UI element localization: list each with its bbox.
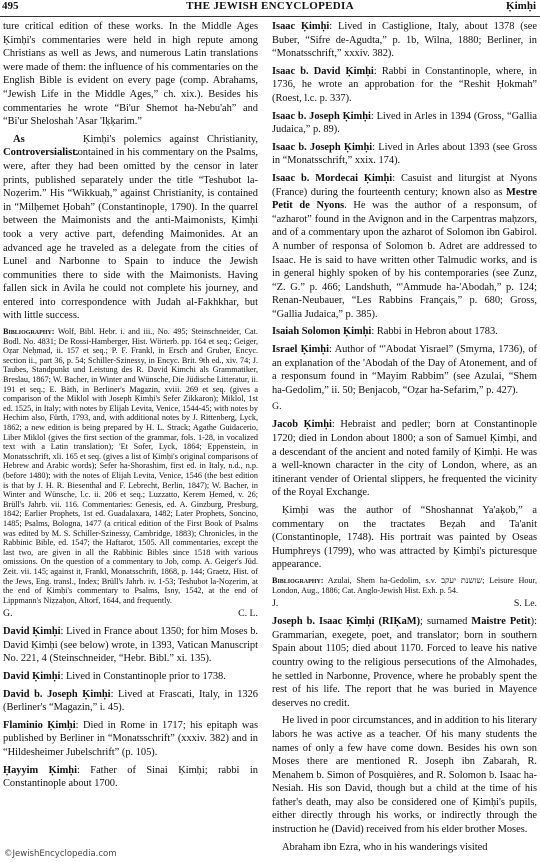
margin-note: As Controversialist.	[3, 133, 79, 159]
entry-name: Isaac Ḳimḥi	[272, 21, 330, 32]
entry: David b. Joseph Ḳimḥi: Lived at Frascati, Italy, in 1326 (Berliner's “Magazin,” i. 45).	[3, 688, 258, 714]
entry-name: Jacob Ḳimḥi	[272, 419, 332, 431]
entry: Isaac b. Joseph Ḳimḥi: Lived in Arles about 1393 (see Gross in “Monatsschrift,” xxix. 174).	[272, 141, 537, 167]
entry: Isaac b. Mordecai Ḳimḥi: Casuist and liturgist at Nyons (France) during the fourteenth century; known also as Mestre Petit de Nyons. He was the author of a responsum, of “azharot” found in the Avignon and in the Carpentras maḥzors, and of a commentary upon the azharot of Solomon ibn Gabirol. A number of responsa of Solomon b. Adret are addressed to Isaac. He is said to have written other Talmudic works, and is in general highly spoken of by his contemporaries (see Zunz, “Z. G.” p. 466; Landshuth, “'Ammude ha-'Abodah,” p. 124; Renan-Neubauer, “Les Rabbins Français,” p. 680; Gross, “Gallia Judaica,” p. 385).	[272, 172, 537, 320]
entry: Isaac b. Joseph Ḳimḥi: Lived in Arles in 1394 (Gross, “Gallia Judaica,” p. 89).	[272, 110, 537, 136]
entry: Ḥayyim Ḳimḥi: Father of Sinai Ḳimḥi; rabbi in Constantinople about 1700.	[3, 764, 258, 790]
entry-name: Isaac b. Joseph Ḳimḥi	[272, 110, 371, 122]
entry-name: Isaiah Solomon Ḳimḥi	[272, 326, 372, 338]
entry-name: Isaac b. Joseph Ḳimḥi	[272, 141, 373, 153]
entry-name: Israel Ḳimḥi	[272, 344, 329, 356]
right-column	[272, 20, 538, 853]
entry-alias: Mestre Petit de Nyons	[272, 186, 537, 212]
author-signature: G.	[272, 401, 282, 413]
entry: Isaac b. David Ḳimḥi: Rabbi in Constantinople, where, in 1736, he wrote an approbation for the “Reshit Ḥokmah” (Roest, l.c. p. 337).	[272, 65, 537, 104]
running-title: THE JEWISH ENCYCLOPEDIA	[186, 0, 354, 12]
entry-alias: Maistre Petit	[471, 616, 531, 628]
author-signature: G. C. L.	[3, 608, 258, 620]
entry: David Ḳimḥi: Lived in France about 1350; for him Moses b. David Ḳimḥi (see below) wrote, in 1393, Vatican Manuscript No. 221, 4 (Steinschneider, “Hebr. Bibl.” xi. 135).	[3, 626, 258, 665]
paragraph: ture critical edition of these works. In the Middle Ages Ḳimḥi's commentaries were held in high repute among Christians as well as Jews, and numerous Latin translations were made of them: the influence of his commentaries on the English Bible is evident on every page (comp. Abrahams, “Jewish Life in the Middle Ages,” ch. xix.). Besides his commentaries he wrote “Bi'ur Shemot ha-Nebu'ah” and “Bi'ur Sheloshah 'Asar 'Iḳḳarim.”	[3, 21, 258, 128]
entry: Joseph b. Isaac Ḳimḥi (RIḲaM); surnamed Maistre Petit): Grammarian, exegete, poet, and translator; born in southern Spain about 1105; died about 1170. Forced to leave his native country owing to the religious persecutions of the Almohades, he settled in Narbonne, Provence, where he probably spent the rest of his life. The report that he was buried in Mayence deserves no credit.	[272, 616, 537, 709]
paragraph: Ḳimḥi was the author of “Shoshannat Ya'aḳob,” a commentary on the tractates Beẓah and Ta'anit (Constantinople, 1748). His portrait was painted by Oseas Humphreys (1799), who was attracted by Ḳimḥi's picturesque appearance.	[272, 505, 537, 571]
entry: Flaminio Ḳimḥi: Died in Rome in 1717; his epitaph was published by Berliner in “Monatsschrift” (xxxiv. 382) and in “Hildesheimer Jubelschrift” (p. 105).	[3, 719, 258, 759]
left-column	[3, 20, 258, 840]
paragraph: As Controversialist. Ḳimḥi's polemics against Christianity, contained in his commentary on the Psalms, were, after they had been omitted by the censor in later prints, published separately under the title “Teshubot la-Noẓerim.” His “Wikkuaḥ,” against Christianity, is contained in “Milḥemet Ḥobah” (Constantinople, 1790). In the quarrel between the Maimonists and the anti-Maimonists, Ḳimḥi took a very active part, defending Maimonides. At an advanced age he traveled as a delegate from the cities of Lunel and Narbonne to Spain to induce the Jewish communities there to side with the Maimonists. Having fallen sick in Avila he could not complete his journey, and entered into correspondence with Judah al-Fakhkhar, but with little success.	[3, 133, 258, 322]
paragraph: Abraham ibn Ezra, who in his wanderings visited	[282, 841, 488, 853]
bibliography-label: Bibliography:	[272, 575, 324, 585]
entry-name: David Ḳimḥi	[3, 671, 61, 683]
bibliography-label: Bibliography:	[3, 327, 55, 337]
entry-name: David b. Joseph Ḳimḥi	[3, 688, 111, 700]
page-number: 495	[2, 0, 19, 12]
entry: David Ḳimḥi: Lived in Constantinople prior to 1738.	[3, 671, 226, 683]
entry-name: David Ḳimḥi	[3, 626, 61, 638]
entry: Jacob Ḳimḥi: Hebraist and pedler; born at Constantinople 1720; died in London about 1800; a son of Samuel Ḳimḥi, and a descendant of the ancient and noted family of Ḳimḥi. He was a well-known character in the city of London, where, as an itinerant vender of Oriental slippers, he frequented the vicinity of the Royal Exchange.	[272, 419, 537, 499]
entry-name: Isaac b. David Ḳimḥi	[272, 65, 374, 77]
entry: Isaac Ḳimḥi: Lived in Castiglione, Italy, about 1378 (see Buber, “Sifre de-Agudta,” p. 1b, Wilna, 1880; Berliner, in “Monatsschrift,” xxxiv. 382).	[272, 21, 537, 60]
copyright-notice: ©JewishEncyclopedia.com	[4, 849, 117, 859]
entry-name: Flaminio Ḳimḥi	[3, 719, 76, 731]
footer	[0, 844, 540, 862]
entry-name: Ḥayyim Ḳimḥi	[3, 764, 77, 776]
entry-name: Isaac b. Mordecai Ḳimḥi	[272, 172, 393, 184]
bibliography: Bibliography: Wolf, Bibl. Hebr. i. and iii., No. 495; Steinschneider, Cat. Bodl. No. 4831; De Rossi-Hamberger, Hist. Wörterb. pp. 164 et seq.; Geiger, Oẓar Neḥmad, ii. 157 et seq.; P. F. Frankl, in Ersch and Gruber, Encyc. section ii., part 36, p. 54; Schiller-Szinessy, in Encyc. Brit. 9th ed., xiv. 74; J. Taubes, Standpunkt und Leistung des R. David Kimchi als Grammatiker, Breslau, 1867; W. Bacher, in Winter and Wünsche, Die Jüdische Litteratur, ii. 191 et seq.; E. Bäth, in Berliner's Magazin, xviii. 269 et seq. (gives a comparison of the Miklol with Joseph Ḳimḥi's Sefer Zikkaron); Miklol, 1st ed. 1525, in Italy; with notes by Elijah Levita, Venice, 1544-45; with notes by Hechim also, Fürth, 1793, and, with additional notes by J. Rittenberg, Lyck, 1862; a new edition is being prepared by H. L. Strack; Agathe Guidacerio, Liber Miklol (gives the first section of the grammar, fols. 1-28, in vocalized text with a Latin translation); 'Et Sofer, Lyck, 1864; Eppenstein, in Monatsschrift, xli. 165 et seq. (gives a list of Ḳimḥi's original comparisons of Hebrew and Arabic words); Sefer ha-Shorashim, first ed. in Italy, n.d., n.p. (before 1480); with the notes of Elijah Levita, Venice, 1546 (the best edition is that by J. H. R. Biesenthal and F. Lebrecht, Berlin, 1847); W. Bacher, in Winter and Wünsche, l.c. ii. 206 et seq.; Luzzatto, Kerem Ḥemed, v. 26; Brüll's Jahrb. vii. 116. Commentaries: Genesis, ed. A. Ginzburg, Presburg, 1842; Earlier Prophets, 1st ed. Guadalaxara, 1482; Later Prophets, Soncino, 1485; Psalms, Bologna, 1477 (a critical edition of the First Book of Psalms was edited by M. S. Schiller-Szinessy, Cambridge, 1883); Chronicles, in the Rabbinic Bible, ed. 1547; the Haftarot, 1505. All commentaries, except the last two, are given in all the Rabbinic Bibles since 1518 with various omissions. On the question of a commentary to Job, comp. A. Geiger's Jüd. Zeit. vii. 145; against it, Frankl, Monatsschrift, 1868, p. 144; Graetz, Hist. of the Jews, Eng. transl., Index; Brüll's Jahrb. iv. 1-53; Teshubot la-Noẓerim, at the end of Ḳimḥi's commentary to Psalms, Isny, 1542, at the end of Lippmann's Niẓẓaḥon, Altorf, 1644, and frequently.	[3, 327, 258, 605]
running-header	[0, 0, 540, 17]
entry: Isaiah Solomon Ḳimḥi: Rabbi in Hebron about 1783.	[272, 326, 498, 338]
entry-name: Joseph b. Isaac Ḳimḥi (RIḲaM)	[272, 616, 421, 628]
bibliography: Bibliography: Azulai, Shem ha-Gedolim, s.v. שושנת יעקב; Leisure Hour, London, Aug., 1886; Cat. Anglo-Jewish Hist. Exh. p. 54.	[272, 575, 537, 595]
entry: Israel Ḳimḥi: Author of “'Abodat Yisrael” (Smyrna, 1736), of an explanation of the 'Abodah of the Day of Atonement, and of a responsum found in “Mayim Rabbim” (see Azulai, “Shem ha-Gedolim,” ii. 50; Benjacob, “Oẓar ha-Sefarim,” p. 427).	[272, 344, 538, 396]
paragraph: He lived in poor circumstances, and in addition to his literary labors he was active as a teacher. Of his many students the names of only a few have come down. Besides his own son Moses there are mentioned R. Joseph ibn Zabarah, R. Menahem b. Simon of Posquières, and R. Solomon b. Isaac ha-Nesiah. His son David, though but a child at the time of his father's death, may also be considered one of Ḳimḥi's pupils, either directly through his works, or indirectly through the instruction he (David) received from his elder brother Moses.	[272, 715, 537, 836]
author-signature: J. S. Le.	[272, 598, 537, 610]
running-headword: Ḳimḥi	[506, 0, 536, 12]
